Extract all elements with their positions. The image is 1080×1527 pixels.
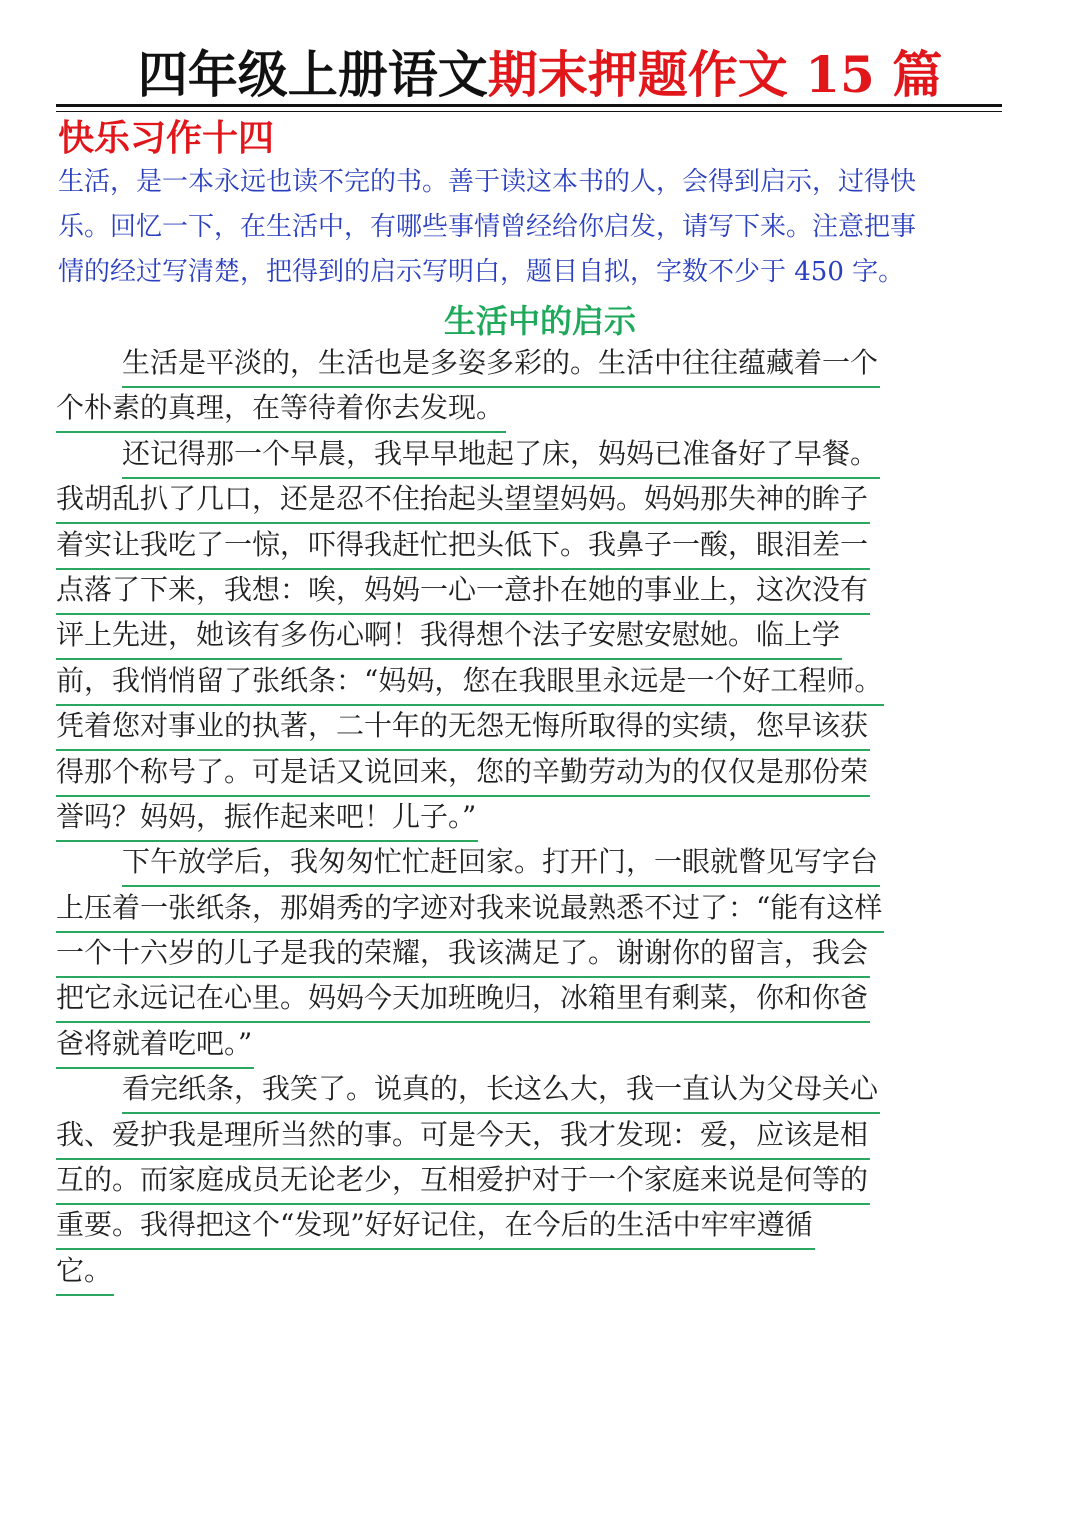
- essay-line: [56, 1251, 1024, 1296]
- essay-line-text: 誉吗？妈妈，振作起来吧！儿子。”: [56, 797, 478, 842]
- header-title-black: 四年级上册语文: [137, 45, 488, 104]
- essay-line: [56, 1205, 1024, 1250]
- header-divider-thin: [56, 111, 1002, 112]
- page-header: [0, 40, 1080, 110]
- essay-line-text: 下午放学后，我匆匆忙忙赶回家。打开门，一眼就瞥见写字台: [122, 842, 880, 887]
- prompt-line: 情的经过写清楚，把得到的启示写明白，题目自拟，字数不少于 450 字。: [58, 257, 905, 287]
- essay-line: [56, 1115, 1024, 1160]
- section-title: 快乐习作十四: [58, 117, 275, 159]
- essay-line-text: 它。: [56, 1251, 114, 1296]
- essay-line-text: 评上先进，她该有多伤心啊！我得想个法子安慰安慰她。临上学: [56, 615, 842, 660]
- essay-line: [56, 479, 1024, 524]
- essay-line-text: 上压着一张纸条，那娟秀的字迹对我来说最熟悉不过了：“能有这样: [56, 888, 884, 933]
- essay-line-text: 互的。而家庭成员无论老少，互相爱护对于一个家庭来说是何等的: [56, 1160, 870, 1205]
- essay-line: [56, 615, 1024, 660]
- essay-line-text: 重要。我得把这个“发现”好好记住，在今后的生活中牢牢遵循: [56, 1205, 815, 1250]
- essay-line: [56, 1160, 1024, 1205]
- essay-line-text: 着实让我吃了一惊，吓得我赶忙把头低下。我鼻子一酸，眼泪差一: [56, 525, 870, 570]
- essay-line-text: 得那个称号了。可是话又说回来，您的辛勤劳动为的仅仅是那份荣: [56, 752, 870, 797]
- essay-line: [56, 706, 1024, 751]
- essay-line-text: 个朴素的真理，在等待着你去发现。: [56, 388, 506, 433]
- writing-prompt: [58, 160, 1018, 295]
- essay-line: [56, 933, 1024, 978]
- essay-line-text: 我胡乱扒了几口，还是忍不住抬起头望望妈妈。妈妈那失神的眸子: [56, 479, 870, 524]
- essay-line: [56, 842, 1024, 887]
- essay-line-text: 生活是平淡的，生活也是多姿多彩的。生活中往往蕴藏着一个: [122, 343, 880, 388]
- essay-line: [56, 797, 1024, 842]
- header-title-red: 期末押题作文 15 篇: [487, 45, 943, 104]
- essay-line: [56, 1024, 1024, 1069]
- essay-line-text: 凭着您对事业的执著，二十年的无怨无悔所取得的实绩，您早该获: [56, 706, 870, 751]
- essay-title: 生活中的启示: [443, 302, 636, 340]
- essay-line: [56, 1069, 1024, 1114]
- essay-line: [56, 888, 1024, 933]
- essay-line-text: 爸将就着吃吧。”: [56, 1024, 254, 1069]
- essay-line: [56, 752, 1024, 797]
- essay-line-text: 看完纸条，我笑了。说真的，长这么大，我一直认为父母关心: [122, 1069, 880, 1114]
- prompt-line: 生活，是一本永远也读不完的书。善于读这本书的人，会得到启示，过得快: [58, 167, 917, 197]
- essay-line-text: 把它永远记在心里。妈妈今天加班晚归，冰箱里有剩菜，你和你爸: [56, 978, 870, 1023]
- essay-line: [56, 978, 1024, 1023]
- essay-line-text: 我、爱护我是理所当然的事。可是今天，我才发现：爱，应该是相: [56, 1115, 870, 1160]
- essay-line: [56, 388, 1024, 433]
- essay-line: [56, 570, 1024, 615]
- essay-line: [56, 525, 1024, 570]
- header-divider-thick: [56, 104, 1002, 107]
- essay-body: [56, 343, 1024, 1296]
- essay-line-text: 前，我悄悄留了张纸条：“妈妈，您在我眼里永远是一个好工程师。: [56, 661, 884, 706]
- essay-line: [56, 343, 1024, 388]
- essay-line: [56, 434, 1024, 479]
- essay-line-text: 点落了下来，我想：唉，妈妈一心一意扑在她的事业上，这次没有: [56, 570, 870, 615]
- essay-line-text: 还记得那一个早晨，我早早地起了床，妈妈已准备好了早餐。: [122, 434, 880, 479]
- essay-line: [56, 661, 1024, 706]
- prompt-line: 乐。回忆一下，在生活中，有哪些事情曾经给你启发，请写下来。注意把事: [58, 212, 917, 242]
- essay-line-text: 一个十六岁的儿子是我的荣耀，我该满足了。谢谢你的留言，我会: [56, 933, 870, 978]
